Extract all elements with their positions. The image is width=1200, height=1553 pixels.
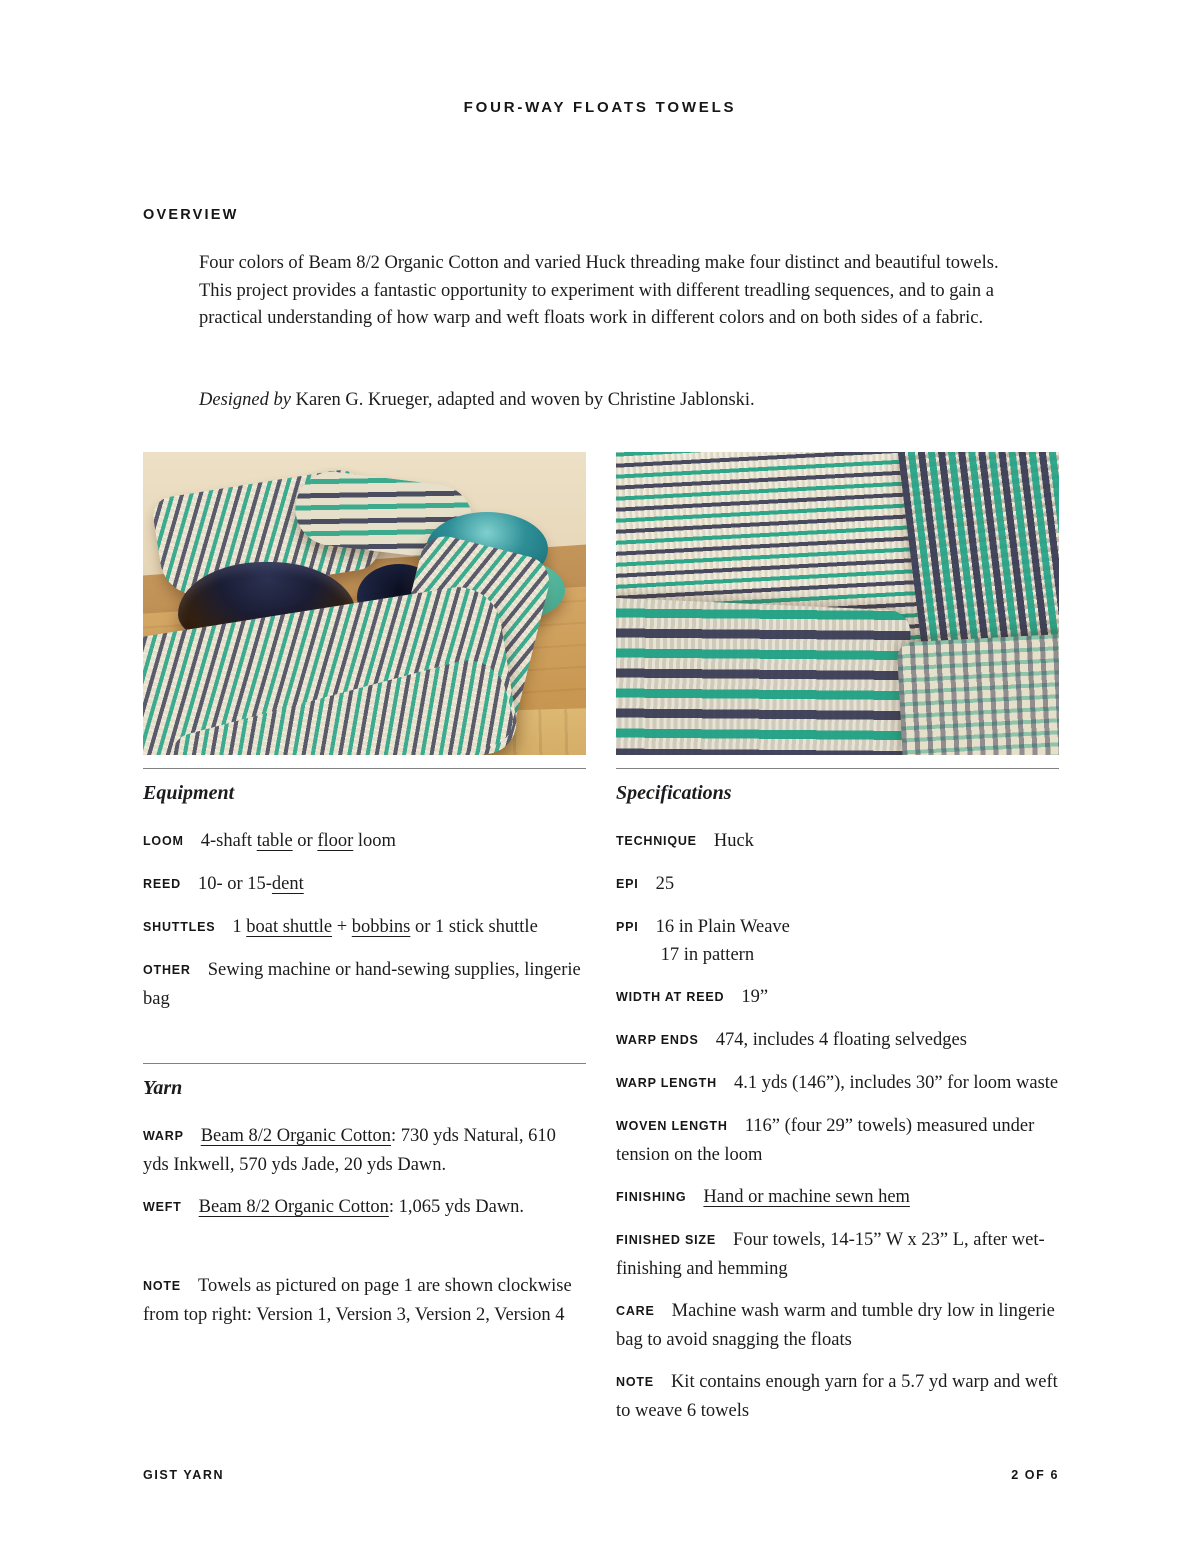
- weft-label: WEFT: [143, 1200, 182, 1214]
- spec-row-note: [616, 1368, 1059, 1425]
- equipment-row-other: [143, 956, 586, 1013]
- finished-size-label: FINISHED SIZE: [616, 1233, 716, 1247]
- warp-ends-text: 474, includes 4 floating selvedges: [715, 1030, 967, 1050]
- spec-note-text: Kit contains enough yarn for a 5.7 yd warp and weft to weave 6 towels: [616, 1372, 1058, 1421]
- equipment-divider: [143, 768, 586, 769]
- care-label: CARE: [616, 1304, 655, 1318]
- spec-note-label: NOTE: [616, 1375, 654, 1389]
- loom-text-post: loom: [353, 831, 396, 851]
- yarn-note-text: Towels as pictured on page 1 are shown clockwise from top right: Version 1, Version 3, Version 2, Version 4: [143, 1276, 572, 1325]
- spec-row-finished-size: [616, 1226, 1059, 1283]
- yarn-heading: Yarn: [143, 1077, 183, 1099]
- ppi-label: PPI: [616, 920, 639, 934]
- shuttles-text-mid: +: [332, 917, 352, 937]
- finished-size-text: Four towels, 14-15” W x 23” L, after wet-finishing and hemming: [616, 1230, 1045, 1279]
- spec-row-finishing: [616, 1183, 1059, 1212]
- warp-label: WARP: [143, 1129, 184, 1143]
- finishing-label: FINISHING: [616, 1190, 687, 1204]
- footer-page-number: 2 OF 6: [1011, 1468, 1059, 1482]
- spec-row-ppi: [616, 913, 1059, 969]
- spec-row-epi: [616, 870, 1059, 899]
- yarn-row-weft: [143, 1193, 586, 1222]
- warp-length-label: WARP LENGTH: [616, 1076, 717, 1090]
- spec-row-technique: [616, 827, 1059, 856]
- overview-paragraph: Four colors of Beam 8/2 Organic Cotton and varied Huck threading make four distinct and beautiful towels. This project provides a fantastic opportunity to experiment with different treadling sequences, and to gain a practical understanding of how warp and weft floats work in different colors and on both sides of a fabric.: [199, 253, 999, 328]
- technique-label: TECHNIQUE: [616, 834, 697, 848]
- dent-link[interactable]: dent: [271, 874, 304, 894]
- loom-label: LOOM: [143, 834, 184, 848]
- spec-row-woven-length: [616, 1112, 1059, 1169]
- table-loom-link[interactable]: table: [256, 831, 293, 851]
- equipment-row-shuttles: [143, 913, 586, 942]
- spec-row-care: [616, 1297, 1059, 1354]
- page-title: FOUR-WAY FLOATS TOWELS: [463, 99, 737, 116]
- shuttles-text-pre: 1: [232, 917, 247, 937]
- towel-version-bold-stripes: [616, 597, 912, 755]
- specifications-divider: [616, 768, 1059, 769]
- reed-text-pre: 10- or 15-: [197, 874, 272, 894]
- epi-text: 25: [655, 874, 675, 894]
- overview-heading: OVERVIEW: [143, 207, 239, 223]
- other-label: OTHER: [143, 963, 191, 977]
- ppi-value: [656, 913, 790, 969]
- warp-text: : 730 yds Natural, 610 yds Inkwell, 570 yds Jade, 20 yds Dawn.: [143, 1126, 556, 1175]
- spec-row-width-at-reed: [616, 983, 1059, 1012]
- ppi-line2: 17 in pattern: [660, 945, 755, 965]
- bobbins-link[interactable]: bobbins: [351, 917, 411, 937]
- warp-yarn-link[interactable]: Beam 8/2 Organic Cotton: [200, 1126, 391, 1146]
- shuttles-label: SHUTTLES: [143, 920, 216, 934]
- spec-row-warp-ends: [616, 1026, 1059, 1055]
- width-at-reed-label: WIDTH AT REED: [616, 990, 725, 1004]
- equipment-row-reed: [143, 870, 586, 899]
- warp-ends-label: WARP ENDS: [616, 1033, 699, 1047]
- woven-length-label: WOVEN LENGTH: [616, 1119, 728, 1133]
- weft-yarn-link[interactable]: Beam 8/2 Organic Cotton: [198, 1197, 389, 1217]
- photo-towels-lifestyle: [143, 452, 586, 755]
- towel-version-fine-check: [897, 634, 1059, 755]
- weft-text: : 1,065 yds Dawn.: [388, 1197, 525, 1217]
- yarn-divider: [143, 1063, 586, 1064]
- epi-label: EPI: [616, 877, 639, 891]
- yarn-note-label: NOTE: [143, 1279, 181, 1293]
- equipment-row-loom: [143, 827, 586, 856]
- warp-length-text: 4.1 yds (146”), includes 30” for loom waste: [733, 1073, 1059, 1093]
- other-text: Sewing machine or hand-sewing supplies, lingerie bag: [143, 960, 581, 1009]
- woven-length-text: 116” (four 29” towels) measured under tension on the loom: [616, 1116, 1035, 1165]
- reed-label: REED: [143, 877, 181, 891]
- yarn-row-warp: [143, 1122, 586, 1179]
- floor-loom-link[interactable]: floor: [317, 831, 354, 851]
- equipment-heading: Equipment: [143, 782, 235, 804]
- finishing-hem-link[interactable]: Hand or machine sewn hem: [703, 1187, 910, 1207]
- yarn-row-note: [143, 1272, 586, 1329]
- byline: [199, 387, 999, 415]
- boat-shuttle-link[interactable]: boat shuttle: [246, 917, 333, 937]
- technique-text: Huck: [713, 831, 754, 851]
- specifications-column: [616, 768, 1059, 1425]
- loom-text-mid: or: [292, 831, 318, 851]
- care-text: Machine wash warm and tumble dry low in lingerie bag to avoid snagging the floats: [616, 1301, 1055, 1350]
- ppi-line1: 16 in Plain Weave: [655, 917, 790, 937]
- width-at-reed-text: 19”: [741, 987, 769, 1007]
- byline-designed-by: Designed by: [199, 390, 291, 410]
- shuttles-text-post: or 1 stick shuttle: [410, 917, 538, 937]
- photo-towels-detail: [616, 452, 1059, 755]
- specifications-heading: Specifications: [616, 782, 732, 804]
- byline-credits: Karen G. Krueger, adapted and woven by Christine Jablonski.: [290, 390, 755, 410]
- footer-brand: GIST YARN: [143, 1468, 225, 1482]
- spec-row-warp-length: [616, 1069, 1059, 1098]
- loom-text-pre: 4-shaft: [200, 831, 257, 851]
- equipment-yarn-column: [143, 768, 586, 1329]
